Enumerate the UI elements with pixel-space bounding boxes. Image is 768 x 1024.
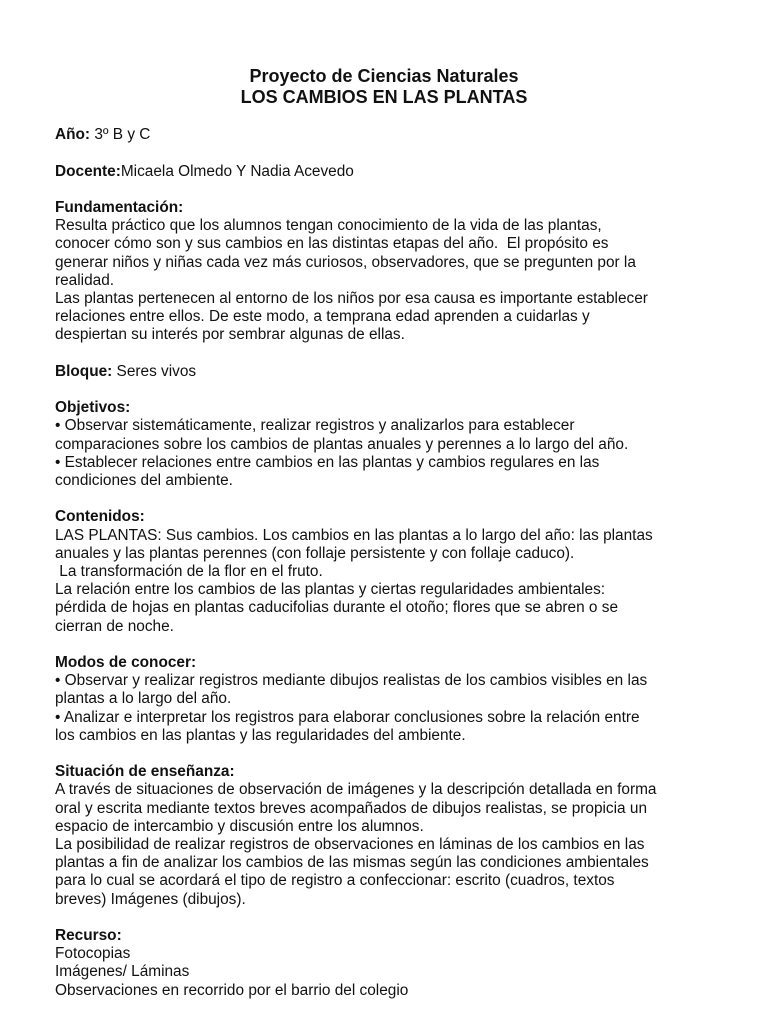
- title-line-2: LOS CAMBIOS EN LAS PLANTAS: [240, 87, 528, 107]
- modos-line: • Analizar e interpretar los registros para elaborar conclusiones sobre la relación entre: [55, 708, 640, 726]
- fundamentacion-section: [55, 199, 715, 345]
- modos-section: [55, 654, 715, 745]
- docente-row: [55, 163, 715, 181]
- situacion-line: A través de situaciones de observación de imágenes y la descripción detallada en forma: [55, 781, 657, 799]
- objetivos-label: Objetivos:: [55, 399, 131, 417]
- situacion-line: para lo cual se acordará el tipo de registro a confeccionar: escrito (cuadros, textos: [55, 872, 615, 890]
- fundamentacion-line: Las plantas pertenecen al entorno de los niños por esa causa es importante establecer: [55, 289, 648, 307]
- fundamentacion-line: Resulta práctico que los alumnos tengan conocimiento de la vida de las plantas,: [55, 217, 602, 235]
- contenidos-line: La transformación de la flor en el fruto.: [55, 562, 323, 580]
- situacion-line: oral y escrita mediante textos breves acompañados de dibujos realistas, se propicia un: [55, 799, 648, 817]
- title-line-1: Proyecto de Ciencias Naturales: [249, 66, 519, 86]
- contenidos-label: Contenidos:: [55, 508, 145, 526]
- situacion-line: La posibilidad de realizar registros de observaciones en láminas de los cambios en las: [55, 836, 645, 853]
- objetivos-line: condiciones del ambiente.: [55, 471, 233, 489]
- docente-value: Micaela Olmedo Y Nadia Acevedo: [120, 162, 354, 180]
- objetivos-section: [55, 399, 715, 490]
- anio-label: Año:: [55, 126, 91, 144]
- bloque-row: [55, 363, 715, 381]
- objetivos-line: • Establecer relaciones entre cambios en las plantas y cambios regulares en las: [55, 453, 600, 471]
- contenidos-line: anuales y las plantas perennes (con follaje persistente y con follaje caduco).: [55, 544, 575, 562]
- recurso-line: Fotocopias: [55, 945, 131, 963]
- fundamentacion-label: Fundamentación:: [55, 198, 184, 216]
- fundamentacion-line: generar niños y niñas cada vez más curiosos, observadores, que se pregunten por la: [55, 253, 636, 271]
- modos-line: plantas a lo largo del año.: [55, 690, 232, 708]
- situacion-section: [55, 763, 715, 909]
- recurso-line: Imágenes/ Láminas: [55, 963, 190, 981]
- contenidos-line: pérdida de hojas en plantas caducifolias durante el otoño; flores que se abren o se: [55, 599, 618, 617]
- contenidos-line: LAS PLANTAS: Sus cambios. Los cambios en las plantas a lo largo del año: las plantas: [55, 526, 653, 544]
- bloque-value: Seres vivos: [112, 362, 197, 380]
- fundamentacion-line: conocer cómo son y sus cambios en las distintas etapas del año. El propósito es: [55, 235, 609, 253]
- anio-value: 3º B y C: [90, 126, 151, 144]
- situacion-line: plantas a fin de analizar los cambios de las mismas según las condiciones ambientales: [55, 854, 649, 872]
- anio-row: [55, 126, 715, 144]
- objetivos-line: comparaciones sobre los cambios de plantas anuales y perennes a lo largo del año.: [55, 435, 629, 453]
- recurso-section: [55, 927, 715, 1000]
- situacion-line: espacio de intercambio y discusión entre los alumnos.: [55, 817, 424, 835]
- recurso-label: Recurso:: [55, 927, 122, 944]
- bloque-label: Bloque:: [55, 362, 113, 380]
- document-title: [53, 66, 715, 108]
- modos-line: los cambios en las plantas y las regularidades del ambiente.: [55, 726, 466, 744]
- document-page: [55, 66, 715, 1000]
- fundamentacion-line: relaciones entre ellos. De este modo, a temprana edad aprenden a cuidarlas y: [55, 308, 590, 326]
- contenidos-line: cierran de noche.: [55, 617, 174, 635]
- fundamentacion-line: despiertan su interés por sembrar algunas de ellas.: [55, 326, 405, 344]
- recurso-line: Observaciones en recorrido por el barrio del colegio: [55, 981, 409, 999]
- modos-line: • Observar y realizar registros mediante dibujos realistas de los cambios visibles en las: [55, 672, 648, 690]
- contenidos-section: [55, 508, 715, 635]
- objetivos-line: • Observar sistemáticamente, realizar registros y analizarlos para establecer: [55, 417, 575, 435]
- modos-label: Modos de conocer:: [55, 653, 197, 671]
- fundamentacion-line: realidad.: [55, 271, 115, 289]
- situacion-line: breves) Imágenes (dibujos).: [55, 890, 246, 908]
- situacion-label: Situación de enseñanza:: [55, 763, 235, 781]
- docente-label: Docente:: [55, 162, 121, 180]
- contenidos-line: La relación entre los cambios de las plantas y ciertas regularidades ambientales:: [55, 581, 606, 599]
